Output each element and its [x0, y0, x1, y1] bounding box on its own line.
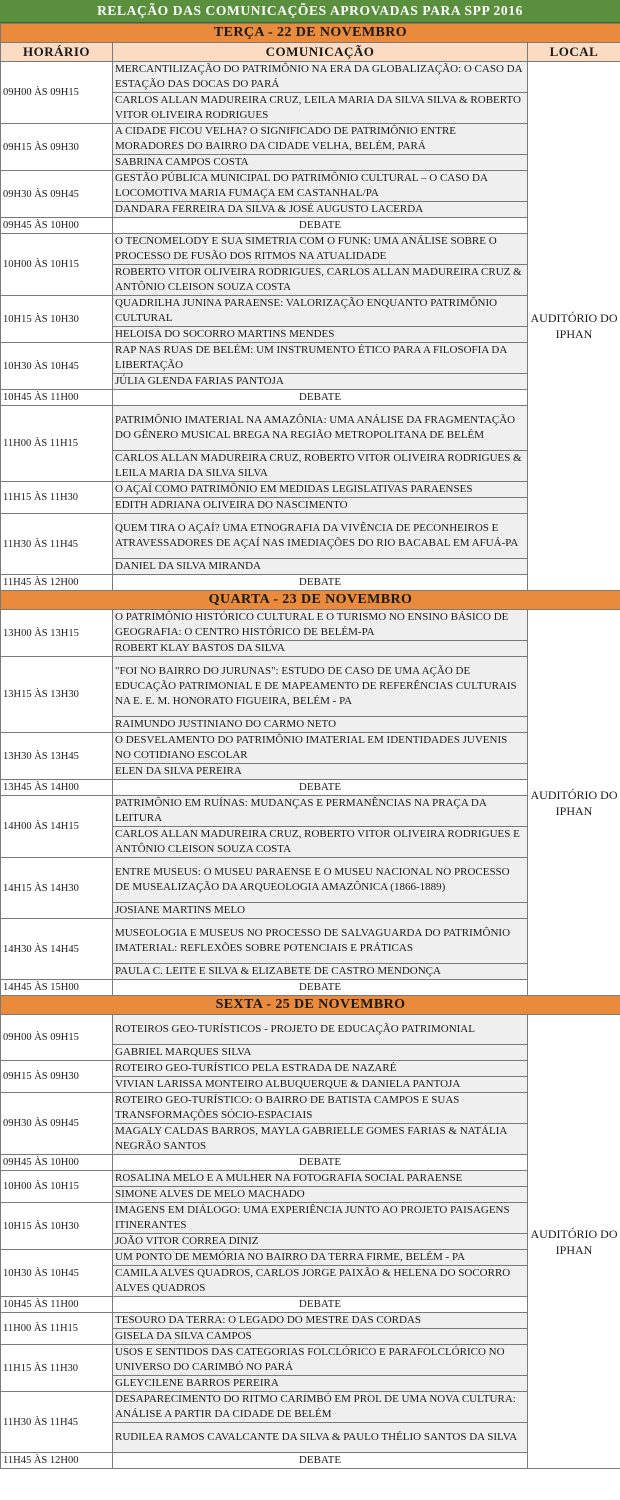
- authors-cell: GABRIEL MARQUES SILVA: [113, 1045, 528, 1061]
- day-header-row: [1, 996, 620, 1015]
- communication-row: [1, 1392, 620, 1423]
- time-cell: 11H30 ÀS 11H45: [1, 1392, 113, 1453]
- title-cell: O PATRIMÔNIO HISTÓRICO CULTURAL E O TURISMO NO ENSINO BÁSICO DE GEOGRAFIA: O CENTRO HISTÓRICO DE BELÉM-PA: [113, 610, 528, 641]
- local-cell: AUDITÓRIO DO IPHAN: [528, 62, 620, 591]
- time-cell: 11H45 ÀS 12H00: [1, 575, 113, 591]
- time-cell: 10H30 ÀS 10H45: [1, 1250, 113, 1297]
- debate-row: [1, 390, 620, 406]
- authors-cell: ELEN DA SILVA PEREIRA: [113, 764, 528, 780]
- title-cell: ENTRE MUSEUS: O MUSEU PARAENSE E O MUSEU NACIONAL NO PROCESSO DE MUSEALIZAÇÃO DA ARQUEOLOGIA AMAZÔNICA (1866-1889): [113, 858, 528, 903]
- time-cell: 11H00 ÀS 11H15: [1, 1313, 113, 1345]
- authors-cell: CARLOS ALLAN MADUREIRA CRUZ, ROBERTO VITOR OLIVEIRA RODRIGUES & LEILA MARIA DA SILVA SILVA: [113, 451, 528, 482]
- time-cell: 09H30 ÀS 09H45: [1, 171, 113, 218]
- title-cell: IMAGENS EM DIÁLOGO: UMA EXPERIÊNCIA JUNTO AO PROJETO PAISAGENS ITINERANTES: [113, 1203, 528, 1234]
- title-cell: TESOURO DA TERRA: O LEGADO DO MESTRE DAS CORDAS: [113, 1313, 528, 1329]
- debate-row: [1, 1453, 620, 1469]
- column-header-time: HORÁRIO: [1, 43, 113, 62]
- time-cell: 10H15 ÀS 10H30: [1, 1203, 113, 1250]
- communication-row: [1, 919, 620, 964]
- time-cell: 11H15 ÀS 11H30: [1, 1345, 113, 1392]
- communication-row: [1, 1171, 620, 1187]
- authors-cell: EDITH ADRIANA OLIVEIRA DO NASCIMENTO: [113, 498, 528, 514]
- communication-row: [1, 124, 620, 155]
- title-cell: ROTEIROS GEO-TURÍSTICOS - PROJETO DE EDUCAÇÃO PATRIMONIAL: [113, 1015, 528, 1045]
- debate-row: [1, 980, 620, 996]
- time-cell: 09H00 ÀS 09H15: [1, 62, 113, 124]
- title-cell: UM PONTO DE MEMÓRIA NO BAIRRO DA TERRA FIRME, BELÉM - PA: [113, 1250, 528, 1266]
- authors-cell: JOÃO VITOR CORREA DINIZ: [113, 1234, 528, 1250]
- document-title: RELAÇÃO DAS COMUNICAÇÕES APROVADAS PARA SPP 2016: [0, 0, 620, 23]
- communication-row: [1, 343, 620, 374]
- debate-cell: DEBATE: [113, 980, 528, 996]
- communication-row: [1, 657, 620, 717]
- day-label: TERÇA - 22 DE NOVEMBRO: [1, 24, 620, 43]
- communication-row: [1, 406, 620, 451]
- communication-row: [1, 171, 620, 202]
- debate-cell: DEBATE: [113, 390, 528, 406]
- debate-row: [1, 575, 620, 591]
- debate-cell: DEBATE: [113, 575, 528, 591]
- title-cell: QUEM TIRA O AÇAÍ? UMA ETNOGRAFIA DA VIVÊNCIA DE PECONHEIROS E ATRAVESSADORES DE AÇAÍ NAS IMEDIAÇÕES DO RIO BACABAL EM AFUÁ-PA: [113, 514, 528, 559]
- time-cell: 10H00 ÀS 10H15: [1, 234, 113, 296]
- debate-cell: DEBATE: [113, 1297, 528, 1313]
- communication-row: [1, 1061, 620, 1077]
- communication-row: [1, 1093, 620, 1124]
- authors-cell: RAIMUNDO JUSTINIANO DO CARMO NETO: [113, 717, 528, 733]
- authors-cell: PAULA C. LEITE E SILVA & ELIZABETE DE CASTRO MENDONÇA: [113, 964, 528, 980]
- debate-row: [1, 218, 620, 234]
- authors-cell: DANIEL DA SILVA MIRANDA: [113, 559, 528, 575]
- title-cell: O TECNOMELODY E SUA SIMETRIA COM O FUNK: UMA ANÁLISE SOBRE O PROCESSO DE FUSÃO DOS RITMOS NA ATUALIDADE: [113, 234, 528, 265]
- title-cell: PATRIMÔNIO IMATERIAL NA AMAZÔNIA: UMA ANÁLISE DA FRAGMENTAÇÃO DO GÊNERO MUSICAL BREGA NA REGIÃO METROPOLITANA DE BELÉM: [113, 406, 528, 451]
- time-cell: 09H45 ÀS 10H00: [1, 218, 113, 234]
- communication-row: [1, 796, 620, 827]
- authors-cell: CARLOS ALLAN MADUREIRA CRUZ, ROBERTO VITOR OLIVEIRA RODRIGUES E ANTÔNIO CLEISON SOUZA COSTA: [113, 827, 528, 858]
- time-cell: 13H00 ÀS 13H15: [1, 610, 113, 657]
- communication-row: [1, 62, 620, 93]
- authors-cell: JOSIANE MARTINS MELO: [113, 903, 528, 919]
- communication-row: [1, 733, 620, 764]
- time-cell: 10H45 ÀS 11H00: [1, 390, 113, 406]
- schedule-table: [0, 23, 620, 1469]
- communication-row: [1, 1250, 620, 1266]
- time-cell: 14H15 ÀS 14H30: [1, 858, 113, 919]
- time-cell: 09H30 ÀS 09H45: [1, 1093, 113, 1155]
- title-cell: QUADRILHA JUNINA PARAENSE: VALORIZAÇÃO ENQUANTO PATRIMÔNIO CULTURAL: [113, 296, 528, 327]
- title-cell: "FOI NO BAIRRO DO JURUNAS": ESTUDO DE CASO DE UMA AÇÃO DE EDUCAÇÃO PATRIMONIAL E DE MAPEAMENTO DE REFERÊNCIAS CULTURAIS NA E. E. M. HONORATO FIGUEIRA, BELÉM - PA: [113, 657, 528, 717]
- time-cell: 14H45 ÀS 15H00: [1, 980, 113, 996]
- authors-cell: JÚLIA GLENDA FARIAS PANTOJA: [113, 374, 528, 390]
- time-cell: 13H15 ÀS 13H30: [1, 657, 113, 733]
- title-cell: USOS E SENTIDOS DAS CATEGORIAS FOLCLÓRICO E PARAFOLCLÓRICO NO UNIVERSO DO CARIMBÓ NO PARÁ: [113, 1345, 528, 1376]
- title-cell: GESTÃO PÚBLICA MUNICIPAL DO PATRIMÔNIO CULTURAL – O CASO DA LOCOMOTIVA MARIA FUMAÇA EM CASTANHAL/PA: [113, 171, 528, 202]
- communication-row: [1, 482, 620, 498]
- time-cell: 11H15 ÀS 11H30: [1, 482, 113, 514]
- time-cell: 10H00 ÀS 10H15: [1, 1171, 113, 1203]
- title-cell: O AÇAÍ COMO PATRIMÔNIO EM MEDIDAS LEGISLATIVAS PARAENSES: [113, 482, 528, 498]
- title-cell: RAP NAS RUAS DE BELÉM: UM INSTRUMENTO ÉTICO PARA A FILOSOFIA DA LIBERTAÇÃO: [113, 343, 528, 374]
- title-cell: O DESVELAMENTO DO PATRIMÔNIO IMATERIAL EM IDENTIDADES JUVENIS NO COTIDIANO ESCOLAR: [113, 733, 528, 764]
- communication-row: [1, 1203, 620, 1234]
- day-header-row: [1, 24, 620, 43]
- title-cell: DESAPARECIMENTO DO RITMO CARIMBÓ EM PROL DE UMA NOVA CULTURA: ANÁLISE A PARTIR DA CIDADE DE BELÉM: [113, 1392, 528, 1423]
- communication-row: [1, 1015, 620, 1045]
- debate-cell: DEBATE: [113, 780, 528, 796]
- debate-row: [1, 1155, 620, 1171]
- debate-cell: DEBATE: [113, 218, 528, 234]
- authors-cell: MAGALY CALDAS BARROS, MAYLA GABRIELLE GOMES FARIAS & NATÁLIA NEGRÃO SANTOS: [113, 1124, 528, 1155]
- time-cell: 09H45 ÀS 10H00: [1, 1155, 113, 1171]
- authors-cell: RUDILEA RAMOS CAVALCANTE DA SILVA & PAULO THÉLIO SANTOS DA SILVA: [113, 1423, 528, 1453]
- column-header-row: [1, 43, 620, 62]
- day-label: SEXTA - 25 DE NOVEMBRO: [1, 996, 620, 1015]
- communication-row: [1, 234, 620, 265]
- authors-cell: GLEYCILENE BARROS PEREIRA: [113, 1376, 528, 1392]
- time-cell: 13H45 ÀS 14H00: [1, 780, 113, 796]
- local-cell: AUDITÓRIO DO IPHAN: [528, 610, 620, 996]
- time-cell: 14H00 ÀS 14H15: [1, 796, 113, 858]
- title-cell: PATRIMÔNIO EM RUÍNAS: MUDANÇAS E PERMANÊNCIAS NA PRAÇA DA LEITURA: [113, 796, 528, 827]
- day-label: QUARTA - 23 DE NOVEMBRO: [1, 591, 620, 610]
- time-cell: 13H30 ÀS 13H45: [1, 733, 113, 780]
- communication-row: [1, 514, 620, 559]
- time-cell: 09H15 ÀS 09H30: [1, 1061, 113, 1093]
- title-cell: ROSALINA MELO E A MULHER NA FOTOGRAFIA SOCIAL PARAENSE: [113, 1171, 528, 1187]
- authors-cell: CARLOS ALLAN MADUREIRA CRUZ, LEILA MARIA DA SILVA SILVA & ROBERTO VITOR OLIVEIRA RODRIGUES: [113, 93, 528, 124]
- time-cell: 11H00 ÀS 11H15: [1, 406, 113, 482]
- title-cell: ROTEIRO GEO-TURÍSTICO PELA ESTRADA DE NAZARÉ: [113, 1061, 528, 1077]
- column-header-communication: COMUNICAÇÃO: [113, 43, 528, 62]
- time-cell: 10H15 ÀS 10H30: [1, 296, 113, 343]
- authors-cell: CAMILA ALVES QUADROS, CARLOS JORGE PAIXÃO & HELENA DO SOCORRO ALVES QUADROS: [113, 1266, 528, 1297]
- authors-cell: DANDARA FERREIRA DA SILVA & JOSÉ AUGUSTO LACERDA: [113, 202, 528, 218]
- title-cell: A CIDADE FICOU VELHA? O SIGNIFICADO DE PATRIMÔNIO ENTRE MORADORES DO BAIRRO DA CIDADE VELHA, BELÉM, PARÁ: [113, 124, 528, 155]
- time-cell: 10H45 ÀS 11H00: [1, 1297, 113, 1313]
- title-cell: MERCANTILIZAÇÃO DO PATRIMÔNIO NA ERA DA GLOBALIZAÇÃO: O CASO DA ESTAÇÃO DAS DOCAS DO PARÁ: [113, 62, 528, 93]
- time-cell: 11H45 ÀS 12H00: [1, 1453, 113, 1469]
- time-cell: 11H30 ÀS 11H45: [1, 514, 113, 575]
- debate-row: [1, 1297, 620, 1313]
- local-cell: AUDITÓRIO DO IPHAN: [528, 1015, 620, 1469]
- debate-cell: DEBATE: [113, 1155, 528, 1171]
- authors-cell: GISELA DA SILVA CAMPOS: [113, 1329, 528, 1345]
- time-cell: 09H00 ÀS 09H15: [1, 1015, 113, 1061]
- authors-cell: ROBERT KLAY BASTOS DA SILVA: [113, 641, 528, 657]
- communication-row: [1, 610, 620, 641]
- communication-row: [1, 858, 620, 903]
- title-cell: MUSEOLOGIA E MUSEUS NO PROCESSO DE SALVAGUARDA DO PATRIMÔNIO IMATERIAL: REFLEXÕES SOBRE POTENCIAIS E PRÁTICAS: [113, 919, 528, 964]
- time-cell: 09H15 ÀS 09H30: [1, 124, 113, 171]
- title-cell: ROTEIRO GEO-TURÍSTICO: O BAIRRO DE BATISTA CAMPOS E SUAS TRANSFORMAÇÕES SÓCIO-ESPACIAIS: [113, 1093, 528, 1124]
- authors-cell: SIMONE ALVES DE MELO MACHADO: [113, 1187, 528, 1203]
- authors-cell: VIVIAN LARISSA MONTEIRO ALBUQUERQUE & DANIELA PANTOJA: [113, 1077, 528, 1093]
- authors-cell: HELOISA DO SOCORRO MARTINS MENDES: [113, 327, 528, 343]
- debate-cell: DEBATE: [113, 1453, 528, 1469]
- time-cell: 14H30 ÀS 14H45: [1, 919, 113, 980]
- authors-cell: ROBERTO VITOR OLIVEIRA RODRIGUES, CARLOS ALLAN MADUREIRA CRUZ & ANTÔNIO CLEISON SOUZA COSTA: [113, 265, 528, 296]
- authors-cell: SABRINA CAMPOS COSTA: [113, 155, 528, 171]
- column-header-local: LOCAL: [528, 43, 620, 62]
- time-cell: 10H30 ÀS 10H45: [1, 343, 113, 390]
- communication-row: [1, 1345, 620, 1376]
- debate-row: [1, 780, 620, 796]
- day-header-row: [1, 591, 620, 610]
- communication-row: [1, 1313, 620, 1329]
- schedule-body: [1, 24, 620, 1469]
- communication-row: [1, 296, 620, 327]
